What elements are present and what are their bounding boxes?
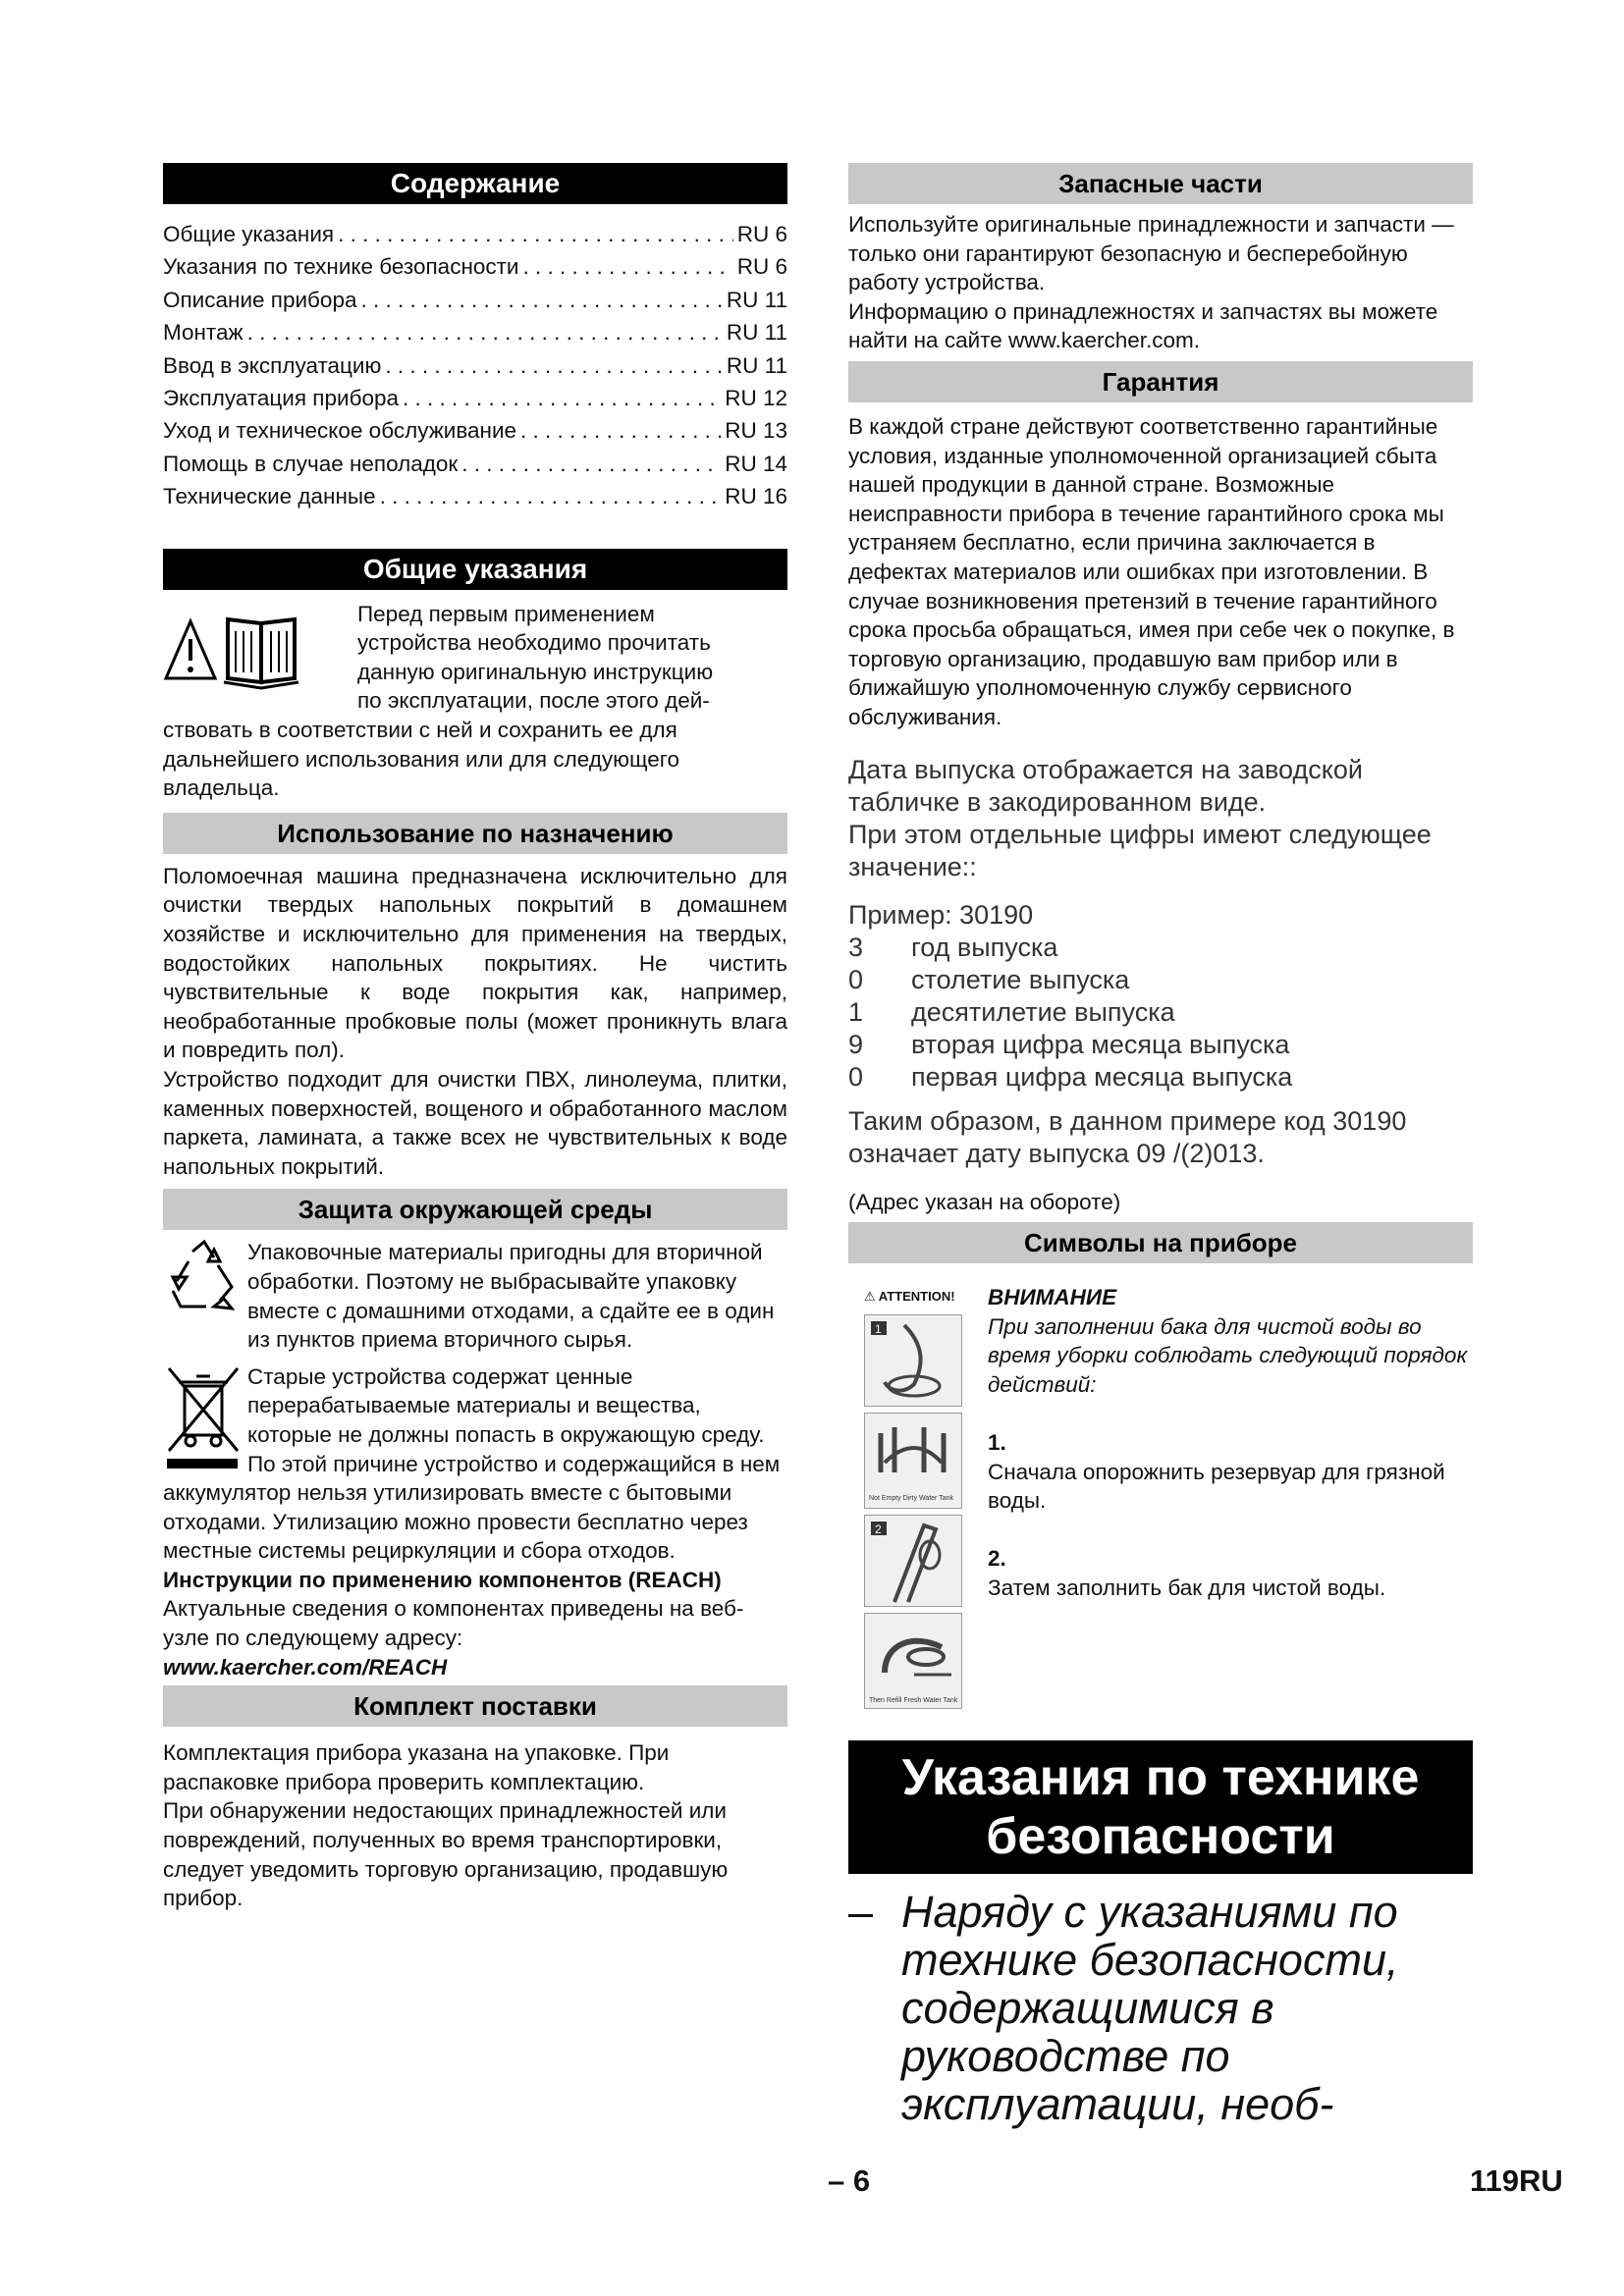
- address-note: (Адрес указан на обороте): [848, 1189, 1121, 1214]
- safety-heading: Указания по технике безопасности: [848, 1740, 1473, 1874]
- caution-text-block: [988, 1283, 1479, 1399]
- general-heading: Общие указания: [163, 549, 787, 590]
- left-column: [163, 163, 787, 1913]
- symbol-image-step1-label: 1: [875, 1322, 882, 1337]
- scope-heading: Комплект поставки: [163, 1685, 787, 1727]
- date-code-digit: 9: [848, 1029, 864, 1059]
- general-intro-line-2: устройства необходимо прочитать: [357, 630, 711, 656]
- date-code-row: [848, 1061, 1473, 1094]
- toc-page: RU 6: [736, 254, 787, 280]
- intended-use-p1: Поломоечная машина предназначена исключительно для очистки твердых напольных покрытий в домашнем хозяйстве и исключительно для применения на твердых, водостойких напольных покрытиях. Не чистить чувствительные к воде покрытия как, например, необработанные пробковые полы (может проникнуть влага и повредить пол).: [163, 863, 787, 1063]
- environment-p2: Старые устройства содержат ценные перерабатываемые материалы и вещества, которые не должны попасть в окружающую среду. По этой причине устройство и содержащийся в нем аккумулятор нельзя утилизировать вместе с бытовыми отходами. Утилизацию можно провести бесплатно через местные системы рециркуляции и сбора отходов.: [163, 1363, 781, 1564]
- symbol-image-refill-fresh: [864, 1613, 962, 1709]
- toc-dots: [247, 316, 723, 348]
- reach-heading: Инструкции по применению компонентов (REACH): [163, 1567, 722, 1592]
- date-code-meaning: десятилетие выпуска: [911, 996, 1175, 1027]
- toc-title: Технические данные: [163, 484, 376, 509]
- step1-number: 1.: [988, 1430, 1006, 1456]
- symbol-image-empty-dirty: [864, 1413, 962, 1509]
- toc-title: Указания по технике безопасности: [163, 254, 519, 280]
- date-code-list: [848, 932, 1473, 1094]
- date-code-row: [848, 932, 1473, 964]
- date-code-row: [848, 996, 1473, 1029]
- toc-page: RU 13: [725, 418, 787, 444]
- toc-page: RU 16: [725, 484, 787, 509]
- step1-block: [988, 1428, 1479, 1516]
- toc-title: Помощь в случае неполадок: [163, 451, 459, 476]
- right-column: [848, 163, 1473, 2128]
- toc-page: RU 6: [736, 222, 787, 246]
- toc-title: Общие указания: [163, 222, 335, 246]
- intended-use-heading: Использование по назначению: [163, 813, 787, 854]
- reach-text: Актуальные сведения о компонентах приведены на веб-узле по следующему адресу:: [163, 1596, 744, 1651]
- crossed-bin-icon: [163, 1362, 244, 1472]
- warning-read-manual-icon: [163, 600, 357, 702]
- date-code-meaning: первая цифра месяца выпуска: [911, 1061, 1293, 1092]
- step2-number: 2.: [988, 1546, 1006, 1572]
- date-code-digit: 0: [848, 964, 864, 994]
- reach-link[interactable]: www.kaercher.com/REACH: [163, 1654, 448, 1680]
- table-of-contents: [163, 218, 787, 513]
- date-code-digit: 1: [848, 996, 864, 1027]
- date-code-meaning: столетие выпуска: [911, 964, 1130, 994]
- toc-row[interactable]: [163, 218, 787, 250]
- recycle-icon: [163, 1238, 244, 1328]
- toc-dots: [403, 382, 721, 414]
- toc-page: RU 11: [726, 352, 787, 378]
- toc-page: RU 11: [726, 287, 787, 312]
- toc-row[interactable]: [163, 349, 787, 382]
- toc-dots: [461, 448, 721, 480]
- toc-dots: [338, 218, 733, 250]
- safety-text: Наряду с указаниями по технике безопасности, содержащимися в руководстве по эксплуатации, необ-: [901, 1887, 1399, 2130]
- date-code-meaning: вторая цифра месяца выпуска: [911, 1029, 1290, 1059]
- toc-row[interactable]: [163, 316, 787, 348]
- environment-weee-block: [163, 1362, 787, 1566]
- warning-manual-icons: [163, 600, 357, 702]
- scope-p2: При обнаружении недостающих принадлежностей или повреждений, полученных во время транспортировки, следует уведомить торговую организацию, продавшую прибор.: [163, 1798, 729, 1911]
- page-number: – 6: [828, 2163, 871, 2198]
- attention-label-text: ATTENTION!: [878, 1289, 955, 1305]
- toc-page: RU 14: [725, 451, 787, 476]
- symbol-image-step2-label: 2: [875, 1522, 882, 1537]
- environment-p1: Упаковочные материалы пригодны для вторичной обработки. Поэтому не выбрасывайте упаковку вместе с домашними отходами, а сдайте ее в один из пунктов приема вторичного сырья.: [247, 1240, 775, 1353]
- date-code-p1: Дата выпуска отображается на заводской табличке в закодированном виде.: [848, 754, 1363, 817]
- date-code-p2: При этом отдельные цифры имеют следующее значение::: [848, 819, 1432, 881]
- toc-row[interactable]: [163, 250, 787, 283]
- toc-heading: Содержание: [163, 163, 787, 204]
- toc-page: RU 12: [725, 386, 787, 411]
- spare-parts-p1: Используйте оригинальные принадлежности и запчасти — только они гарантируют безопасную и бесперебойную работу устройства.: [848, 212, 1454, 295]
- toc-row[interactable]: [163, 448, 787, 480]
- general-intro-line-4: по эксплуатации, после этого дей-: [357, 688, 710, 714]
- safety-section: [848, 1888, 1473, 2128]
- toc-row[interactable]: [163, 284, 787, 316]
- environment-recycle-block: [163, 1238, 787, 1354]
- toc-dots: [523, 250, 733, 283]
- symbol-image-step2: [864, 1515, 962, 1607]
- general-intro-line-1: Перед первым применением: [357, 601, 655, 626]
- date-code-section: [848, 754, 1473, 1217]
- symbol-image-step1: [864, 1314, 962, 1407]
- symbols-block: [848, 1283, 1473, 1715]
- step2-block: [988, 1544, 1479, 1602]
- warranty-p1: В каждой стране действуют соответственно гарантийные условия, изданные уполномоченной организацией сбыта нашей продукции в данной стране. Возможные неисправности прибора в течение гарантийного срока мы устраняем бесплатно, если причина заключается в дефектах материалов или ошибках при изготовлении. В случае возникновения претензий в течение гарантийного срока просьба обращаться, имея при себе чек о покупке, в торговую организацию, продавшую вам прибор или в ближайшую уполномоченную службу сервисного обслуживания.: [848, 413, 1455, 729]
- step2-text: Затем заполнить бак для чистой воды.: [988, 1575, 1386, 1600]
- general-intro-line-3: данную оригинальную инструкцию: [357, 659, 714, 684]
- toc-title: Ввод в эксплуатацию: [163, 352, 382, 378]
- date-code-example: Пример: 30190: [848, 899, 1034, 930]
- general-intro-rest: ствовать в соответствии с ней и сохранить ее для дальнейшего использования или для следующего владельца.: [163, 718, 679, 801]
- page-code: 119RU: [1470, 2163, 1563, 2198]
- scope-p1: Комплектация прибора указана на упаковке. При распаковке прибора проверить комплектацию.: [163, 1740, 670, 1794]
- date-code-digit: 3: [848, 932, 864, 962]
- caution-title: ВНИМАНИЕ: [988, 1285, 1117, 1310]
- symbol-image-refill-fresh-caption: Then Refill Fresh Water Tank: [869, 1697, 958, 1705]
- date-code-row: [848, 964, 1473, 996]
- toc-row[interactable]: [163, 480, 787, 512]
- step1-text: Сначала опорожнить резервуар для грязной воды.: [988, 1459, 1445, 1514]
- environment-heading: Защита окружающей среды: [163, 1189, 787, 1230]
- spare-parts-heading: Запасные части: [848, 163, 1473, 204]
- date-code-meaning: год выпуска: [911, 932, 1058, 962]
- toc-dots: [380, 480, 722, 512]
- symbol-image-empty-dirty-caption: Not Empty Dirty Water Tank: [869, 1495, 953, 1503]
- caution-text: При заполнении бака для чистой воды во время уборки соблюдать следующий порядок действий:: [988, 1313, 1468, 1397]
- toc-row[interactable]: [163, 414, 787, 447]
- attention-triangle-icon: ⚠: [864, 1289, 876, 1305]
- attention-label: [864, 1289, 955, 1305]
- toc-dots: [385, 349, 723, 382]
- symbols-heading: Символы на приборе: [848, 1222, 1473, 1263]
- spare-parts-p2: Информацию о принадлежностях и запчастях вы можете найти на сайте www.kaercher.com.: [848, 298, 1438, 353]
- toc-page: RU 11: [726, 320, 787, 346]
- toc-dots: [520, 414, 721, 447]
- safety-dash: –: [848, 1887, 874, 1938]
- toc-title: Эксплуатация прибора: [163, 386, 399, 411]
- toc-title: Описание прибора: [163, 287, 357, 312]
- date-code-conclusion: Таким образом, в данном примере код 30190 означает дату выпуска 09 /(2)013.: [848, 1105, 1407, 1168]
- date-code-digit: 0: [848, 1061, 864, 1092]
- general-section: [163, 600, 787, 803]
- date-code-row: [848, 1029, 1473, 1061]
- warranty-heading: Гарантия: [848, 361, 1473, 402]
- toc-title: Уход и техническое обслуживание: [163, 418, 517, 444]
- intended-use-p2: Устройство подходит для очистки ПВХ, линолеума, плитки, каменных поверхностей, вощеного и обработанного маслом паркета, ламината, а также всех не чувствительных к воде напольных покрытий.: [163, 1066, 787, 1179]
- toc-dots: [360, 284, 722, 316]
- toc-row[interactable]: [163, 382, 787, 414]
- toc-title: Монтаж: [163, 320, 244, 346]
